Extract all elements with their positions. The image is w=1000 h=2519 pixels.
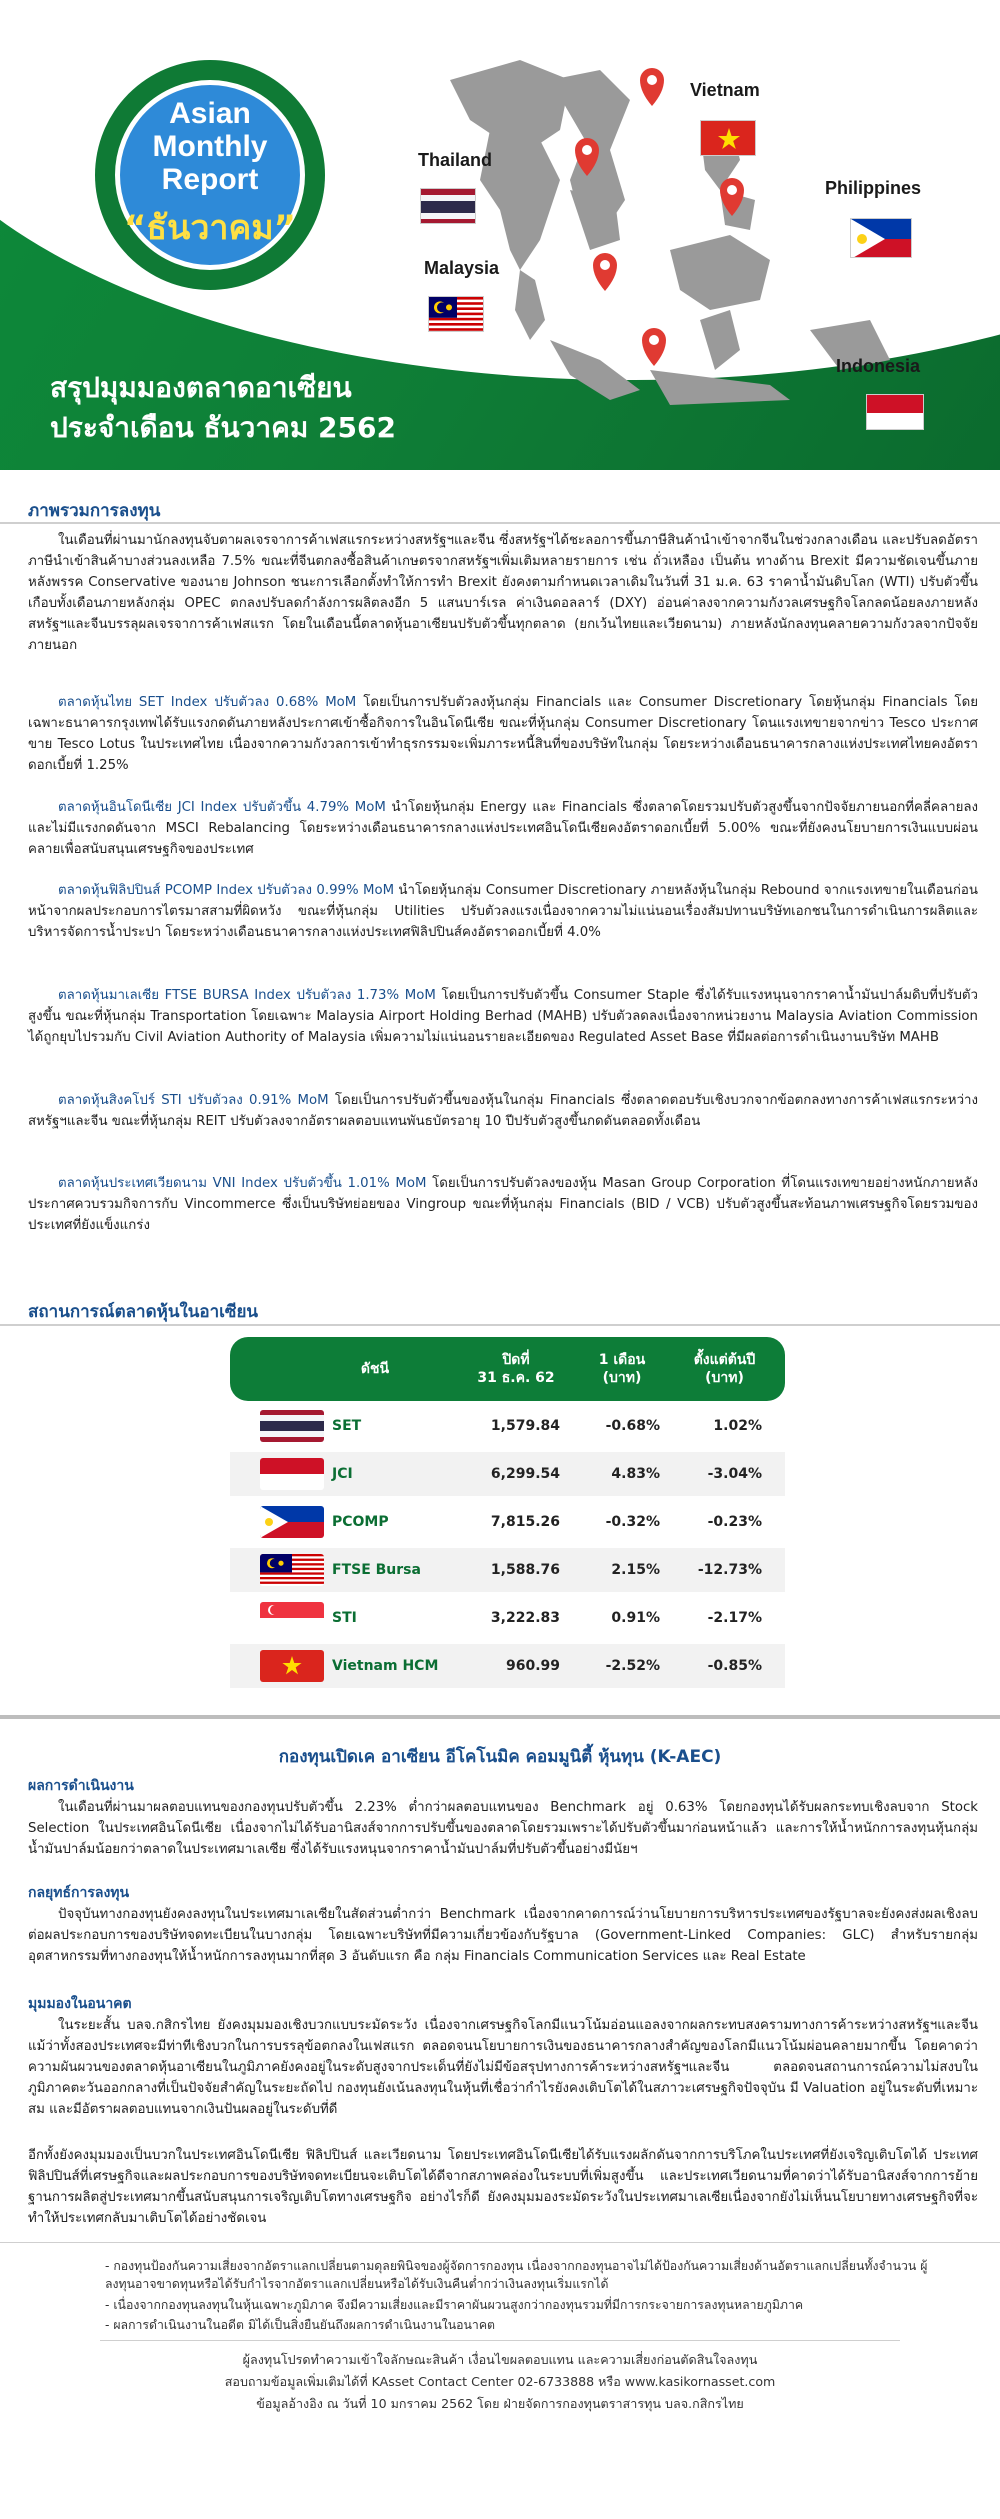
overview-divider xyxy=(0,522,1000,524)
banner-title-line2: ประจำเดือน ธันวาคม 2562 xyxy=(50,411,396,444)
label-vietnam: Vietnam xyxy=(690,80,760,100)
fund-title: กองทุนเปิดเค อาเซียน อีโคโนมิค คอมมูนิตี้ หุ้นทุน (K-AEC) xyxy=(278,1747,722,1767)
market-paragraph-vietnam xyxy=(28,1173,978,1236)
market-table-divider xyxy=(0,1324,1000,1326)
philippines-flag-icon xyxy=(850,218,912,258)
index-one-month: -2.52% xyxy=(605,1658,660,1674)
header-index: ดัชนี xyxy=(360,1361,390,1377)
market-paragraph-indonesia xyxy=(28,797,978,860)
index-ytd: -0.23% xyxy=(707,1514,762,1530)
overview-title: ภาพรวมการลงทุน xyxy=(28,501,161,521)
table-row xyxy=(230,1548,785,1592)
market-lead-thailand: ตลาดหุ้นไทย SET Index ปรับตัวลง 0.68% MoM xyxy=(58,695,357,710)
footer-contact-1: ผู้ลงทุนโปรดทำความเข้าใจลักษณะสินค้า เงื่อนไขผลตอบแทน และความเสี่ยงก่อนตัดสินใจลงทุน xyxy=(242,2352,758,2367)
market-lead-malaysia: ตลาดหุ้นมาเลเซีย FTSE BURSA Index ปรับตัวลง 1.73% MoM xyxy=(58,988,436,1003)
market-lead-vietnam: ตลาดหุ้นประเทศเวียดนาม VNI Index ปรับตัวขึ้น 1.01% MoM xyxy=(58,1176,427,1191)
index-close: 1,579.84 xyxy=(490,1418,560,1434)
thailand-flag-icon xyxy=(260,1410,324,1442)
footer-contact-3: ข้อมูลอ้างอิง ณ วันที่ 10 มกราคม 2562 โดย ฝ่ายจัดการกองทุนตราสารทุน บลจ.กสิกรไทย xyxy=(256,2396,744,2411)
label-thailand: Thailand xyxy=(418,150,493,170)
index-one-month: -0.68% xyxy=(605,1418,660,1434)
performance-text: ในเดือนที่ผ่านมาผลตอบแทนของกองทุนปรับตัวขึ้น 2.23% ต่ำกว่าผลตอบแทนของ Benchmark อยู่ 0.63% โดยกองทุนได้รับผลกระทบเชิงลบจาก Stock Selection ในประเทศอินโดนีเซีย เนื่องจากไม่ได้รับอานิสงส์จากการปรับขึ้นของตลาดโดยรวมเพราะได้ปรับตัวขึ้นมาก่อนหน้าแล้ว และการให้น้ำหนักการลงทุนหุ้นกลุ่มน้ำมันปาล์มน้อยกว่าตลาดในประเทศมาเลเซีย ซึ่งได้รับแรงหนุนจากราคาน้ำมันปาล์มที่ปรับตัวขึ้นอย่างมีนัยฯ xyxy=(28,1800,978,1857)
index-name: FTSE Bursa xyxy=(332,1562,421,1578)
asean-map xyxy=(370,40,930,440)
index-close: 1,588.76 xyxy=(490,1562,560,1578)
market-body-indonesia: นำโดยหุ้นกลุ่ม Energy และ Financials ซึ่งตลาดโดยรวมปรับตัวสูงขึ้นจากปัจจัยภายนอกที่คลี่คลายลงและไม่มีแรงกดดันจาก MSCI Rebalancing โดยระหว่างเดือนธนาคารกลางแห่งประเทศอินโดนีเซียคงอัตราดอกเบี้ยที่ 5.00% ขณะที่ยังคงนโยบายการเงินแบบผ่อนคลายเพื่อสนับสนุนเศรษฐกิจของประเทศ xyxy=(28,800,978,857)
market-table-header xyxy=(230,1337,785,1401)
index-name: SET xyxy=(332,1418,362,1434)
market-body-malaysia: โดยเป็นการปรับตัวขึ้น Consumer Staple ซึ่งได้รับแรงหนุนจากราคาน้ำมันปาล์มดิบที่ปรับตัวสูงขึ้น ขณะที่หุ้นกลุ่ม Transportation โดยเฉพาะ Malaysia Airport Holding Berhad (MAHB) ปรับตัวลดลงเนื่องจากหน่วยงาน Malaysia Aviation Commission ได้ถูกยุบไปรวมกับ Civil Aviation Authority of Malaysia เพิ่มความไม่แน่นอนรายละเอียดของ Regulated Asset Base ที่มีผลต่อการดำเนินงานบริษัท MAHB xyxy=(28,988,978,1045)
footer-note-2: - เนื่องจากกองทุนลงทุนในหุ้นเฉพาะภูมิภาค จึงมีความเสี่ยงและมีราคาผันผวนสูงกว่ากองทุนรวมที่มีการกระจายการลงทุนหลายภูมิภาค xyxy=(105,2298,804,2312)
footer-note-3: - ผลการดำเนินงานในอดีต มิได้เป็นสิ่งยืนยันถึงผลการดำเนินงานในอนาคต xyxy=(105,2318,496,2332)
market-body-thailand: โดยเป็นการปรับตัวลงหุ้นกลุ่ม Financials และ Consumer Discretionary โดยหุ้นกลุ่ม Financials โดยเฉพาะธนาคารกรุงเทพได้รับแรงกดดันภายหลังประกาศเข้าซื้อกิจการในอินโดนีเซีย ขณะที่หุ้นกลุ่ม Consumer Discretionary โดนแรงเทขายจากข่าว Tesco ประกาศขาย Tesco Lotus ในประเทศไทย เนื่องจากความกังวลการเข้าทำธุรกรรมจะเพิ่มภาระหนี้สินที่ของบริษัทในกลุ่ม โดยระหว่างเดือนธนาคารกลางแห่งประเทศไทยคงอัตราดอกเบี้ยที่ 1.25% xyxy=(28,695,978,773)
market-lead-philippines: ตลาดหุ้นฟิลิปปินส์ PCOMP Index ปรับตัวลง 0.99% MoM xyxy=(58,883,395,898)
market-body-vietnam: โดยเป็นการปรับตัวลงของหุ้น Masan Group Corporation ที่โดนแรงเทขายอย่างหนักภายหลังประกาศควบรวมกิจการกับ Vincommerce ซึ่งเป็นบริษัทย่อยของ Vingroup ขณะที่หุ้นกลุ่ม Financials (BID / VCB) ปรับตัวสูงขึ้นสะท้อนภาพเศรษฐกิจโดยรวมของประเทศที่ยังแข็งแกร่ง xyxy=(28,1176,978,1233)
index-name: PCOMP xyxy=(332,1514,389,1530)
malaysia-flag-icon xyxy=(260,1554,324,1586)
index-one-month: 2.15% xyxy=(611,1562,660,1578)
index-close: 6,299.54 xyxy=(490,1466,560,1482)
malaysia-flag-icon xyxy=(428,296,484,332)
banner-title-line1: สรุปมุมมองตลาดอาเซียน xyxy=(50,371,352,404)
index-close: 7,815.26 xyxy=(490,1514,560,1530)
index-name: STI xyxy=(332,1610,357,1626)
index-name: Vietnam HCM xyxy=(332,1658,439,1674)
footer-divider xyxy=(0,2242,1000,2243)
index-close: 960.99 xyxy=(505,1658,560,1674)
index-one-month: -0.32% xyxy=(605,1514,660,1530)
indonesia-flag-icon xyxy=(260,1458,324,1490)
outlook-title: มุมมองในอนาคต xyxy=(28,1996,132,2012)
table-row xyxy=(230,1404,785,1448)
thailand-flag-icon xyxy=(420,188,476,224)
header-close: ปิดที่ 31 ธ.ค. 62 xyxy=(477,1352,555,1386)
singapore-flag-icon xyxy=(260,1602,324,1634)
market-table-title: สถานการณ์ตลาดหุ้นในอาเซียน xyxy=(28,1302,259,1322)
market-paragraph-thailand xyxy=(28,692,978,776)
performance-title: ผลการดำเนินงาน xyxy=(28,1778,134,1794)
philippines-flag-icon xyxy=(260,1506,324,1538)
index-close: 3,222.83 xyxy=(490,1610,560,1626)
table-row xyxy=(230,1452,785,1496)
index-ytd: 1.02% xyxy=(713,1418,762,1434)
market-paragraph-malaysia xyxy=(28,985,978,1048)
header-ytd: ตั้งแต่ต้นปี (บาท) xyxy=(693,1352,756,1386)
section-divider xyxy=(0,1715,1000,1719)
banner-title xyxy=(50,368,396,448)
header-one-month: 1 เดือน (บาท) xyxy=(598,1352,646,1386)
label-indonesia: Indonesia xyxy=(836,356,921,376)
outlook-text-2: อีกทั้งยังคงมุมมองเป็นบวกในประเทศอินโดนีเซีย ฟิลิปปินส์ และเวียดนาม โดยประเทศอินโดนีเซียได้รับแรงผลักดันจากการบริโภคในประเทศที่ยังเจริญเติบโตได้ ประเทศฟิลิปปินส์ที่เศรษฐกิจและผลประกอบการของบริษัทจดทะเบียนจะเติบโตได้ดีจากสภาพคล่องในระบบที่เพิ่มสูงขึ้น และประเทศเวียดนามที่คาดว่าได้รับอานิสงส์จากการย้ายฐานการผลิตสู่ประเทศมากขึ้นสนับสนุนการเจริญเติบโตทางเศรษฐกิจ อย่างไรก็ดี ยังคงมุมมองระมัดระวังในประเทศมาเลเซียเนื่องจากยังไม่เห็นนโยบายทางเศรษฐกิจที่จะทำให้ประเทศกลับมาเติบโตได้อย่างชัดเจน xyxy=(28,2148,978,2226)
report-badge xyxy=(95,60,325,290)
market-body-singapore: โดยเป็นการปรับตัวขึ้นของหุ้นในกลุ่ม Financials ซึ่งตลาดตอบรับเชิงบวกจากข้อตกลงทางการค้าเฟสแรกระหว่างสหรัฐฯและจีน ขณะที่หุ้นกลุ่ม REIT ปรับตัวลงจากอัตราผลตอบแทนพันธบัตรอายุ 10 ปีปรับตัวสูงขึ้นกดดันตลอดทั้งเดือน xyxy=(28,1093,978,1129)
strategy-title: กลยุทธ์การลงทุน xyxy=(28,1885,130,1901)
market-lead-indonesia: ตลาดหุ้นอินโดนีเซีย JCI Index ปรับตัวขึ้น 4.79% MoM xyxy=(58,800,386,815)
market-lead-singapore: ตลาดหุ้นสิงคโปร์ STI ปรับตัวลง 0.91% MoM xyxy=(58,1093,329,1108)
badge-line-asian: Asian xyxy=(169,96,251,130)
label-malaysia: Malaysia xyxy=(424,258,500,278)
overview-intro: ในเดือนที่ผ่านมานักลงทุนจับตาผลเจรจาการค้าเฟสแรกระหว่างสหรัฐฯและจีน ซึ่งสหรัฐฯได้ชะลอการขึ้นภาษีสินค้านำเข้าจากจีนในช่วงกลางเดือน และปรับลดอัตราภาษีนำเข้าสินค้าบางส่วนลงเหลือ 7.5% ขณะที่จีนตกลงซื้อสินค้าเกษตรจากสหรัฐฯเพิ่มเติมหลายรายการ เช่น ถั่วเหลือง เป็นต้น ทางด้าน Brexit มีความชัดเจนขึ้นภายหลังพรรค Conservative ของนาย Johnson ชนะการเลือกตั้งทำให้การทำ Brexit ยังคงตามกำหนดเวลาเดิมในวันที่ 31 ม.ค. 63 ราคาน้ำมันดิบโลก (WTI) ปรับตัวขึ้นเกือบทั้งเดือนภายหลังกลุ่ม OPEC ตกลงปรับลดกำลังการผลิตลงอีก 5 แสนบาร์เรล ค่าเงินดอลลาร์ (DXY) อ่อนค่าลงจากความกังวลเศรษฐกิจโลกลดน้อยลงภายหลังสหรัฐฯและจีนบรรลุผลเจรจาการค้าเฟสแรก โดยในเดือนนี้ตลาดหุ้นอาเซียนปรับตัวขึ้นทุกตลาด (ยกเว้นไทยและเวียดนาม) ภายหลังนักลงทุนคลายความกังวลจากปัจจัยภายนอก xyxy=(28,533,978,653)
index-one-month: 4.83% xyxy=(611,1466,660,1482)
badge-line-report: Report xyxy=(161,162,259,196)
indonesia-flag-icon xyxy=(866,394,924,430)
market-body-philippines: นำโดยหุ้นกลุ่ม Consumer Discretionary ภายหลังหุ้นในกลุ่ม Rebound จากแรงเทขายในเดือนก่อนหน้าจากผลประกอบการไตรมาสสามที่ผิดหวัง ขณะที่หุ้นกลุ่ม Utilities ปรับตัวลงแรงเนื่องจากความไม่แน่นอนเรื่องสัมปทานบริษัทเอกชนในการดำเนินการผลิตและบริหารจัดการน้ำประปา โดยระหว่างเดือนธนาคารกลางแห่งประเทศฟิลิปปินส์คงอัตราดอกเบี้ยที่ 4.0% xyxy=(28,883,978,940)
badge-line-monthly: Monthly xyxy=(152,129,268,163)
index-ytd: -12.73% xyxy=(697,1562,762,1578)
index-name: JCI xyxy=(332,1466,353,1482)
table-row xyxy=(230,1500,785,1544)
outlook-text-1: ในระยะสั้น บลจ.กสิกรไทย ยังคงมุมมองเชิงบวกแบบระมัดระวัง เนื่องจากเศรษฐกิจโลกมีแนวโน้มอ่อนแอลงจากผลกระทบสงครามทางการค้าระหว่างสหรัฐฯและจีน แม้ว่าทั้งสองประเทศจะมีท่าทีเชิงบวกในการบรรลุข้อตกลงในเฟสแรก ตลอดจนนโยบายการเงินของธนาคารกลางสำคัญของโลกมีแนวโน้มผ่อนคลายมากขึ้น โดยคาดว่าความผันผวนของตลาดหุ้นอาเซียนในภูมิภาคยังคงอยู่ในระดับสูงจากประเด็นที่ยังไม่มีข้อสรุปทางการค้าระหว่างสหรัฐฯและจีน ตลอดจนสถานการณ์ความไม่สงบในภูมิภาคตะวันออกกลางที่เป็นปัจจัยสำคัญในระยะถัดไป กองทุนยังเน้นลงทุนในหุ้นที่เชื่อว่ากำไรยังคงเติบโตได้ในสภาวะเศรษฐกิจปัจจุบัน มี Valuation อยู่ในระดับที่เหมาะสม และมีอัตราผลตอบแทนจากเงินปันผลอยู่ในระดับที่ดี xyxy=(28,2018,978,2117)
table-row xyxy=(230,1596,785,1640)
index-ytd: -3.04% xyxy=(707,1466,762,1482)
market-paragraph-philippines xyxy=(28,880,978,943)
report-badge-inner xyxy=(115,80,305,270)
badge-month: “ธันวาคม” xyxy=(123,207,297,248)
index-ytd: -2.17% xyxy=(707,1610,762,1626)
table-row xyxy=(230,1644,785,1688)
label-philippines: Philippines xyxy=(825,178,922,198)
index-one-month: 0.91% xyxy=(611,1610,660,1626)
vietnam-flag-icon xyxy=(700,120,756,156)
vietnam-flag-icon xyxy=(260,1650,324,1682)
strategy-text: ปัจจุบันทางกองทุนยังคงลงทุนในประเทศมาเลเซียในสัดส่วนต่ำกว่า Benchmark เนื่องจากคาดการณ์ว่านโยบายการบริหารประเทศของรัฐบาลจะยังคงส่งผลเชิงลบต่อผลประกอบการของบริษัทจดทะเบียนในบางกลุ่ม โดยเฉพาะบริษัทที่มีความเกี่ยวข้องกับรัฐบาล (Government-Linked Companies: GLC) สำหรับรายกลุ่มอุตสาหกรรมที่ทางกองทุนให้น้ำหนักการลงทุนมากที่สุด 3 อันดับแรก คือ กลุ่ม Financials Communication Services และ Real Estate xyxy=(28,1907,978,1964)
index-ytd: -0.85% xyxy=(707,1658,762,1674)
footer-contact-2: สอบถามข้อมูลเพิ่มเติมได้ที่ KAsset Contact Center 02-6733888 หรือ www.kasikornasset.com xyxy=(224,2374,776,2389)
footer-inner-divider xyxy=(100,2340,900,2341)
footer-note-1: - กองทุนป้องกันความเสี่ยงจากอัตราแลกเปลี่ยนตามดุลยพินิจของผู้จัดการกองทุน เนื่องจากกองทุนอาจไม่ได้ป้องกันความเสี่ยงด้านอัตราแลกเปลี่ยนทั้งจำนวน ผู้ลงทุนอาจขาดทุนหรือได้รับกำไรจากอัตราแลกเปลี่ยนหรือได้รับเงินคืนต่ำกว่าเงินลงทุนเริ่มแรกได้ xyxy=(105,2259,928,2291)
market-paragraph-singapore xyxy=(28,1090,978,1132)
report-banner xyxy=(0,0,1000,470)
